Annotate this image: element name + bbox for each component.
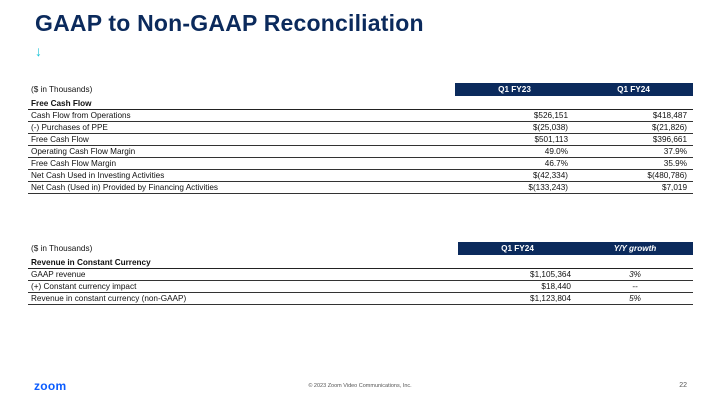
free-cash-flow-table [28, 83, 693, 194]
table-row [28, 122, 693, 134]
table-row [28, 269, 693, 281]
row-value-q1-fy23: $(133,243) [455, 182, 574, 194]
row-value-q1-fy23: 49.0% [455, 146, 574, 158]
section-row [28, 255, 693, 269]
table-row [28, 110, 693, 122]
row-value-q1-fy24: $(480,786) [574, 170, 693, 182]
page-title: GAAP to Non-GAAP Reconciliation [35, 10, 424, 36]
row-value-yy-growth: 5% [577, 293, 693, 305]
table-row [28, 158, 693, 170]
row-value-yy-growth: -- [577, 281, 693, 293]
row-value-q1-fy23: $(42,334) [455, 170, 574, 182]
section-title: Revenue in Constant Currency [28, 255, 693, 269]
row-value-q1-fy24: $1,123,804 [458, 293, 577, 305]
row-label: Free Cash Flow [28, 134, 455, 146]
row-value-q1-fy24: $(21,826) [574, 122, 693, 134]
row-value-q1-fy23: $526,151 [455, 110, 574, 122]
page-number: 22 [679, 382, 687, 389]
row-label: GAAP revenue [28, 269, 458, 281]
table-row [28, 293, 693, 305]
section-title: Free Cash Flow [28, 96, 693, 110]
row-value-q1-fy23: $(25,038) [455, 122, 574, 134]
row-label: Cash Flow from Operations [28, 110, 455, 122]
row-value-q1-fy24: $18,440 [458, 281, 577, 293]
row-label: (+) Constant currency impact [28, 281, 458, 293]
table-header-row [28, 83, 693, 96]
copyright-text: © 2023 Zoom Video Communications, Inc. [308, 383, 412, 389]
table-row [28, 134, 693, 146]
column-header-yy-growth: Y/Y growth [577, 242, 693, 255]
down-arrow-icon: ↓ [35, 43, 42, 59]
constant-currency-table [28, 242, 693, 305]
row-value-q1-fy24: $7,019 [574, 182, 693, 194]
column-header-q1-fy23: Q1 FY23 [455, 83, 574, 96]
table-row [28, 182, 693, 194]
row-label: Free Cash Flow Margin [28, 158, 455, 170]
column-header-q1-fy24: Q1 FY24 [458, 242, 577, 255]
row-label: Revenue in constant currency (non-GAAP) [28, 293, 458, 305]
row-label: Net Cash (Used in) Provided by Financing Activities [28, 182, 455, 194]
row-value-q1-fy24: 37.9% [574, 146, 693, 158]
table-row [28, 170, 693, 182]
table-row [28, 281, 693, 293]
table-header-row [28, 242, 693, 255]
unit-label: ($ in Thousands) [31, 85, 93, 94]
table-row [28, 146, 693, 158]
section-row [28, 96, 693, 110]
row-label: Operating Cash Flow Margin [28, 146, 455, 158]
row-value-q1-fy24: $418,487 [574, 110, 693, 122]
row-label: (-) Purchases of PPE [28, 122, 455, 134]
zoom-logo: zoom [34, 379, 67, 393]
row-value-q1-fy23: $501,113 [455, 134, 574, 146]
row-value-q1-fy23: 46.7% [455, 158, 574, 170]
row-label: Net Cash Used in Investing Activities [28, 170, 455, 182]
row-value-q1-fy24: $1,105,364 [458, 269, 577, 281]
row-value-q1-fy24: 35.9% [574, 158, 693, 170]
row-value-q1-fy24: $396,661 [574, 134, 693, 146]
row-value-yy-growth: 3% [577, 269, 693, 281]
unit-label: ($ in Thousands) [31, 244, 93, 253]
column-header-q1-fy24: Q1 FY24 [574, 83, 693, 96]
